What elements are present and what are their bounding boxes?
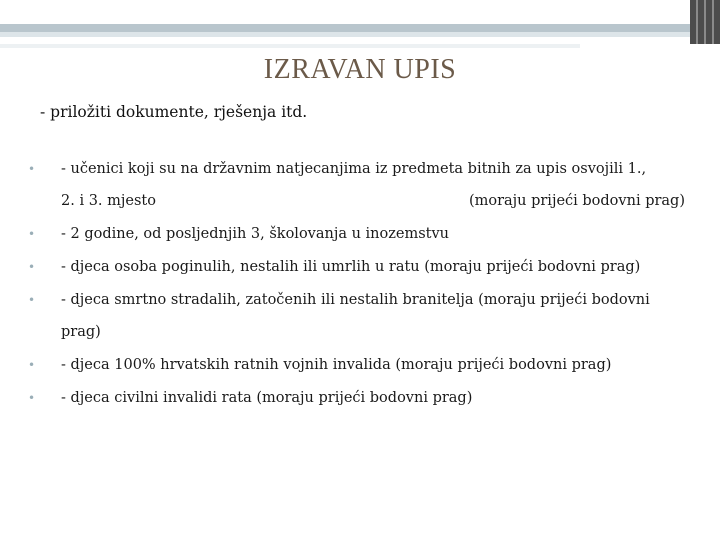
corner-stripe xyxy=(712,0,714,44)
bullet-icon: • xyxy=(28,227,36,241)
page-title: IZRAVAN UPIS xyxy=(263,54,457,85)
list-item xyxy=(28,284,700,348)
bullet-icon: • xyxy=(28,162,36,176)
bullet-icon: • xyxy=(28,293,36,307)
bullet-text: - djeca 100% hrvatskih ratnih vojnih invalida (moraju prijeći bodovni prag) xyxy=(61,357,612,373)
header-bar-faint xyxy=(0,44,580,48)
bullet-text: prag) xyxy=(61,324,101,340)
bullet-icon: • xyxy=(28,260,36,274)
corner-block xyxy=(690,0,720,44)
header-bar-light xyxy=(0,32,700,37)
corner-stripe xyxy=(704,0,706,44)
bullet-text: (moraju prijeći bodovni prag) xyxy=(468,193,685,209)
list-item xyxy=(28,218,700,250)
list-item xyxy=(28,349,700,381)
bullet-text: - djeca smrtno stradalih, zatočenih ili nestalih branitelja (moraju prijeći bodovni xyxy=(61,292,650,308)
list-item xyxy=(28,382,700,414)
list-item xyxy=(28,153,700,217)
bullet-text: - djeca civilni invalidi rata (moraju prijeći bodovni prag) xyxy=(61,390,473,406)
header-bar-dark xyxy=(0,24,700,32)
list-item xyxy=(28,251,700,283)
subtitle: - priložiti dokumente, rješenja itd. xyxy=(40,103,308,121)
bullet-list xyxy=(28,153,700,415)
bullet-text-row xyxy=(61,185,685,217)
bullet-text: - 2 godine, od posljednjih 3, školovanja u inozemstvu xyxy=(61,226,450,242)
bullet-text: - djeca osoba poginulih, nestalih ili umrlih u ratu (moraju prijeći bodovni prag) xyxy=(61,259,641,275)
bullet-text: 2. i 3. mjesto xyxy=(61,193,156,209)
bullet-icon: • xyxy=(28,358,36,372)
bullet-icon: • xyxy=(28,391,36,405)
bullet-text: - učenici koji su na državnim natjecanjima iz predmeta bitnih za upis osvojili 1., xyxy=(61,161,647,177)
corner-stripe xyxy=(696,0,698,44)
header-decoration xyxy=(0,0,720,50)
